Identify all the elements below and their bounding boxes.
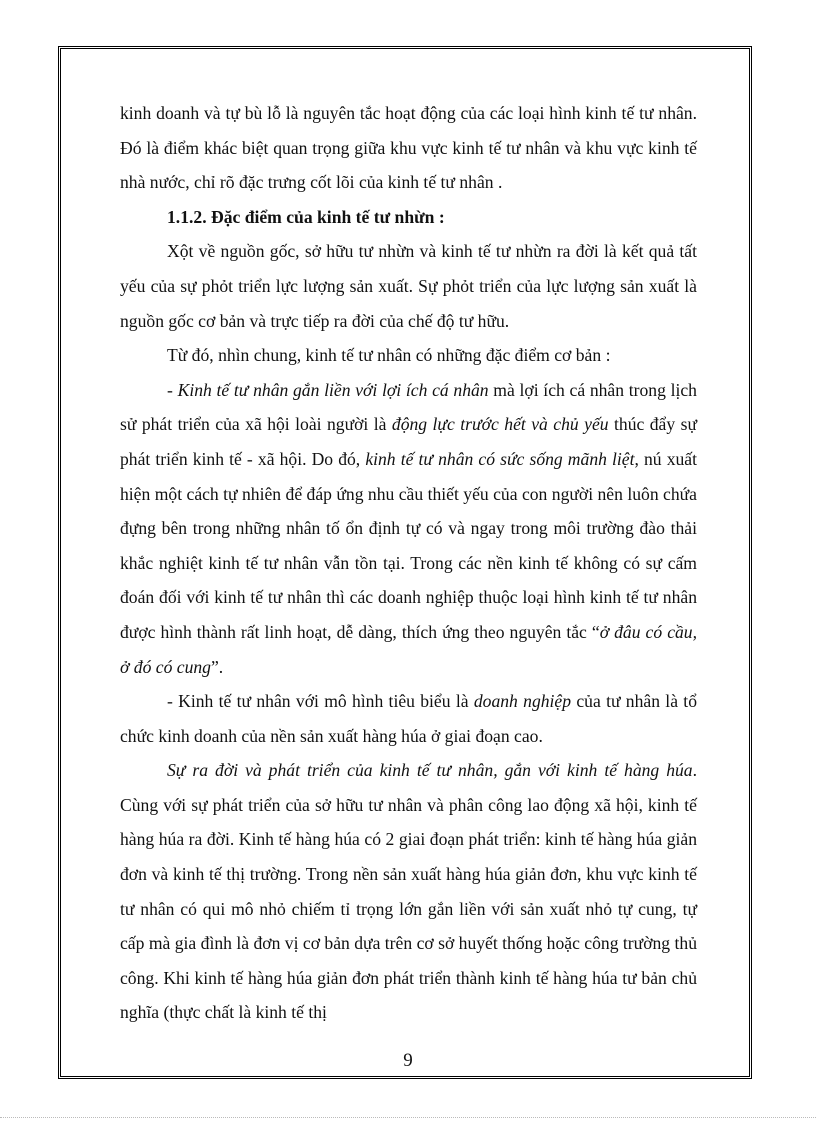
page-bottom-divider xyxy=(0,1117,816,1118)
body-text xyxy=(120,96,697,1030)
page-number: 9 xyxy=(403,1050,413,1071)
paragraph-feature-2: - Kinh tế tư nhân với mô hình tiêu biểu là doanh nghiệp của tư nhân là tổ chức kinh doanh của nền sản xuất hàng húa ở giai đoạn cao. xyxy=(120,691,697,746)
paragraph-intro-continuation: kinh doanh và tự bù lỗ là nguyên tắc hoạt động của các loại hình kinh tế tư nhân. Đó là điểm khác biệt quan trọng giữa khu vực kinh tế tư nhân và khu vực kinh tế nhà nước, chỉ rõ đặc trưng cốt lõi của kinh tế tư nhân . xyxy=(120,103,697,193)
section-heading: 1.1.2. Đặc điểm của kinh tế tư nhừn : xyxy=(167,206,445,227)
paragraph-feature-1: - Kinh tế tư nhân gắn liền với lợi ích cá nhân mà lợi ích cá nhân trong lịch sử phát triển của xã hội loài người là động lực trước hết và chủ yếu thúc đẩy sự phát triển kinh tế - xã hội. Do đó, kinh tế tư nhân có sức sống mãnh liệt, nú xuất hiện một cách tự nhiên để đáp ứng nhu cầu thiết yếu của con người nên luôn chứa đựng bên trong những nhân tố ổn định tự có và ngay trong môi trường đào thải khắc nghiệt kinh tế tư nhân vẫn tồn tại. Trong các nền kinh tế không có sự cấm đoán đối với kinh tế tư nhân thì các doanh nghiệp thuộc loại hình kinh tế tư nhân được hình thành rất linh hoạt, dễ dàng, thích ứng theo nguyên tắc “ở đâu có cầu, ở đó có cung”. xyxy=(120,379,697,677)
paragraph-commodity-economy: Sự ra đời và phát triển của kinh tế tư nhân, gắn với kinh tế hàng húa. Cùng với sự phát triển của sở hữu tư nhân và phân công lao động xã hội, kinh tế hàng húa ra đời. Kinh tế hàng húa có 2 giai đoạn phát triển: kinh tế hàng húa giản đơn và kinh tế thị trường. Trong nền sản xuất hàng húa giản đơn, khu vực kinh tế tư nhân có qui mô nhỏ chiếm tỉ trọng lớn gắn liền với sản xuất nhỏ tự cung, tự cấp mà gia đình là đơn vị cơ bản dựa trên cơ sở huyết thống hoặc công trường thủ công. Khi kinh tế hàng húa giản đơn phát triển thành kinh tế hàng húa tư bản chủ nghĩa (thực chất là kinh tế thị xyxy=(120,760,697,1023)
paragraph-features-intro: Từ đó, nhìn chung, kinh tế tư nhân có những đặc điểm cơ bản : xyxy=(167,345,611,366)
paragraph-origin: Xột về nguồn gốc, sở hữu tư nhừn và kinh tế tư nhừn ra đời là kết quả tất yếu của sự phỏt triển lực lượng sản xuất. Sự phỏt triển của lực lượng sản xuất là nguồn gốc cơ bản và trực tiếp ra đời của chế độ tư hữu. xyxy=(120,241,697,331)
